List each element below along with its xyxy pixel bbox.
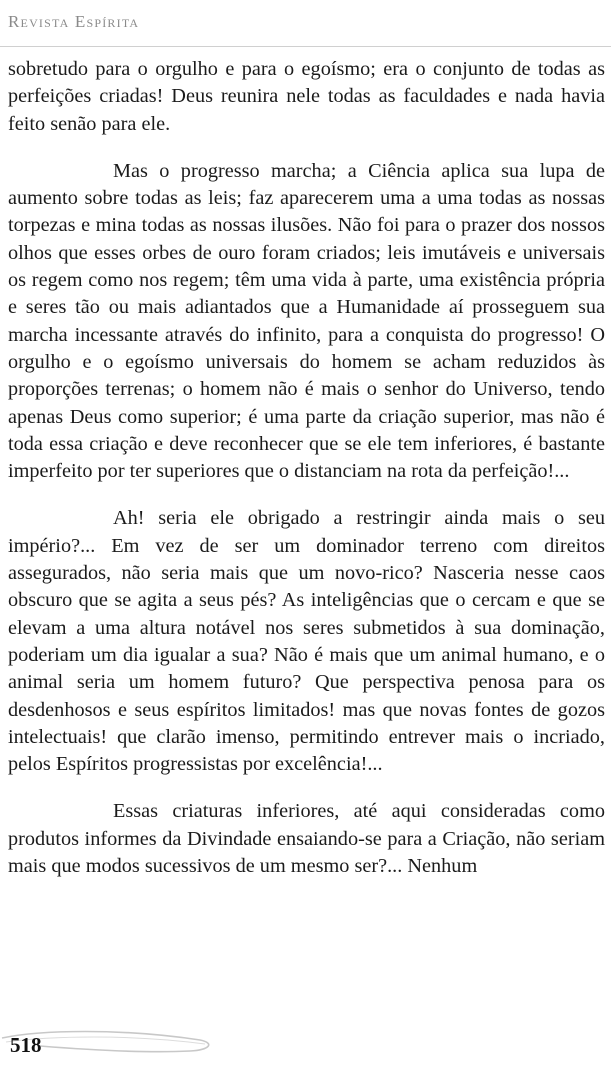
paragraph: Ah! seria ele obrigado a restringir ainda mais o seu império?... Em vez de ser um dominador terreno com direitos assegurados, não seria mais que um novo-rico? Nasceria nesse caos obscuro que se agita a seus pés? As inteligências que o cercam e que se elevam a uma altura notável nos seres submetidos à sua dominação, poderiam um dia igualar a sua? Não é mais que um animal humano, e o animal seria um homem futuro? Que perspectiva penosa para os desdenhosos e seus espíritos limitados! mas que novas fontes de gozos intelectuais! que clarão imenso, permitindo entrever mais o incriado, pelos Espíritos progressistas por excelência!... [8, 507, 605, 776]
body-text [8, 56, 605, 900]
paragraph-continuation: sobretudo para o orgulho e para o egoísmo; era o conjunto de todas as perfeições criadas! Deus reunira nele todas as faculdades e nada havia feito senão para ele. [8, 58, 605, 135]
running-header: Revista Espírita [8, 12, 140, 31]
page-number: 518 [10, 1033, 42, 1057]
paragraph: Essas criaturas inferiores, até aqui consideradas como produtos informes da Divindade ensaiando-se para a Criação, não seriam mais que modos sucessivos de um mesmo ser?... Nenhum [8, 800, 605, 878]
header-divider [0, 46, 611, 47]
paragraph: Mas o progresso marcha; a Ciência aplica sua lupa de aumento sobre todas as leis; faz aparecerem uma a uma todas as nossas torpezas e mina todas as nossas ilusões. Não foi para o prazer dos nossos olhos que esses orbes de ouro foram criados; leis imutáveis e universais os regem como nos regem; têm uma vida à parte, uma existência própria e seres tão ou mais adiantados que a Humanidade aí prosseguem sua marcha incessante através do infinito, para a conquista do progresso! O orgulho e o egoísmo universais do homem se acham reduzidos às proporções terrenas; o homem não é mais o senhor do Universo, tendo apenas Deus como superior; é uma parte da criação superior, mas não é toda essa criação e deve reconhecer que se ele tem inferiores, é bastante imperfeito por ter superiores que o distanciam na rota da perfeição!... [8, 159, 605, 483]
